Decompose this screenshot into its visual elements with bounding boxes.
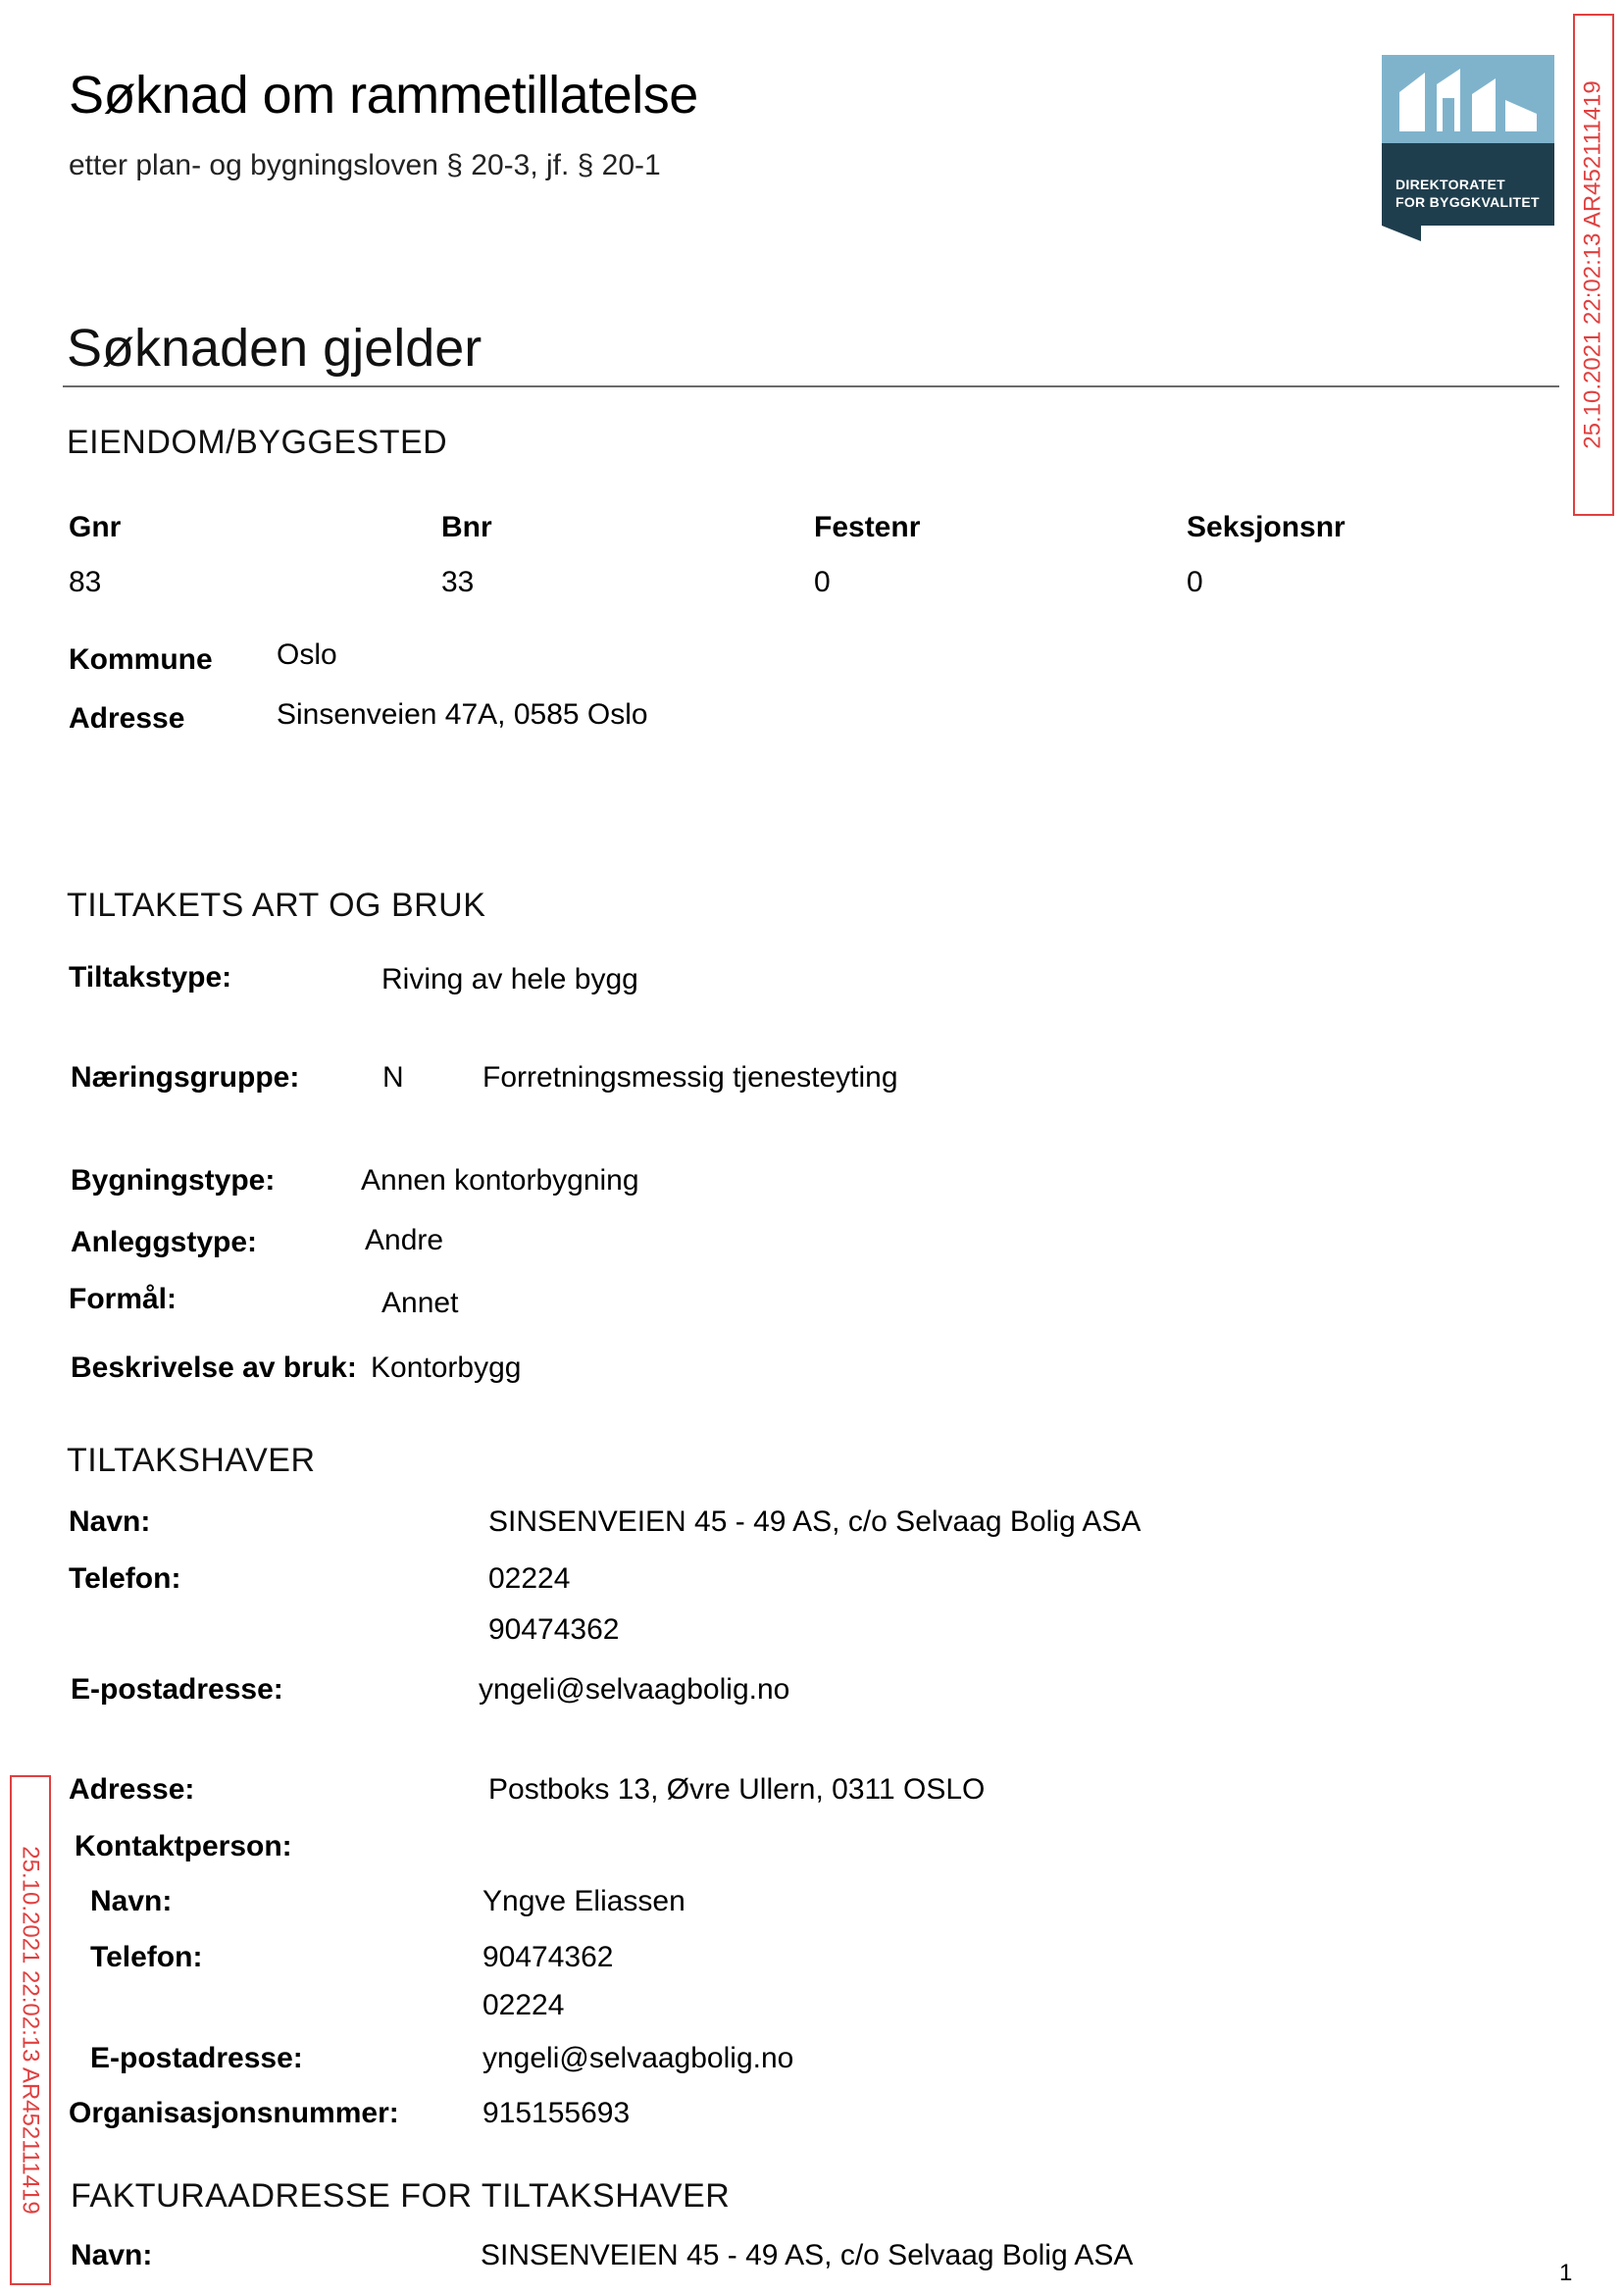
tiltakshaver-telefon1: 02224: [488, 1562, 571, 1595]
tiltakshaver-adresse-value: Postboks 13, Øvre Ullern, 0311 OSLO: [488, 1773, 986, 1806]
section-heading-faktura: FAKTURAADRESSE FOR TILTAKSHAVER: [71, 2177, 731, 2215]
anleggstype-label: Anleggstype:: [71, 1226, 258, 1258]
tiltakshaver-telefon-label: Telefon:: [69, 1562, 181, 1595]
col-label-seksjonsnr: Seksjonsnr: [1187, 511, 1345, 543]
kommune-value: Oslo: [277, 638, 337, 671]
kontakt-epost-label: E-postadresse:: [90, 2042, 303, 2074]
kontakt-navn-label: Navn:: [90, 1885, 173, 1917]
col-label-festenr: Festenr: [814, 511, 921, 543]
naeringsgruppe-label: Næringsgruppe:: [71, 1061, 300, 1094]
col-label-gnr: Gnr: [69, 511, 122, 543]
kontakt-telefon1: 90474362: [482, 1941, 614, 1973]
anleggstype-value: Andre: [365, 1224, 444, 1256]
tiltakshaver-navn-value: SINSENVEIEN 45 - 49 AS, c/o Selvaag Bolig ASA: [488, 1505, 1142, 1538]
bygningstype-label: Bygningstype:: [71, 1164, 276, 1197]
formaal-label: Formål:: [69, 1283, 178, 1315]
main-heading: Søknaden gjelder: [67, 319, 482, 378]
tiltakstype-label: Tiltakstype:: [69, 961, 232, 994]
orgnr-label: Organisasjonsnummer:: [69, 2097, 399, 2129]
naeringsgruppe-value: Forretningsmessig tjenesteyting: [482, 1061, 898, 1094]
section-heading-eiendom: EIENDOM/BYGGESTED: [67, 424, 448, 461]
document-title: Søknad om rammetillatelse: [69, 66, 698, 125]
festenr-value: 0: [814, 566, 831, 598]
kontakt-navn-value: Yngve Eliassen: [482, 1885, 685, 1917]
page-number: 1: [1559, 2260, 1573, 2286]
section-heading-tiltak: TILTAKETS ART OG BRUK: [67, 887, 486, 924]
kontakt-epost-value: yngeli@selvaagbolig.no: [482, 2042, 794, 2074]
orgnr-value: 915155693: [482, 2097, 631, 2129]
stamp-text: 25.10.2021 22:02:13 AR452111419: [18, 1846, 44, 2215]
dibk-logo: [1382, 55, 1554, 241]
document-subtitle: etter plan- og bygningsloven § 20-3, jf. § 20-1: [69, 149, 661, 181]
tiltakstype-value: Riving av hele bygg: [381, 963, 638, 995]
adresse-value: Sinsenveien 47A, 0585 Oslo: [277, 698, 648, 731]
logo-text-line2: FOR BYGGKVALITET: [1396, 194, 1540, 210]
bnr-value: 33: [441, 566, 475, 598]
heading-rule: [63, 385, 1559, 387]
kontakt-telefon-label: Telefon:: [90, 1941, 203, 1973]
date-stamp-right: [1573, 14, 1614, 516]
gnr-value: 83: [69, 566, 102, 598]
seksjonsnr-value: 0: [1187, 566, 1203, 598]
naeringsgruppe-code: N: [382, 1061, 404, 1094]
formaal-value: Annet: [381, 1287, 459, 1319]
logo-text-line1: DIREKTORATET: [1396, 177, 1505, 192]
beskrivelse-value: Kontorbygg: [371, 1351, 522, 1384]
date-stamp-left: [10, 1775, 51, 2285]
faktura-navn-value: SINSENVEIEN 45 - 49 AS, c/o Selvaag Bolig ASA: [481, 2239, 1134, 2271]
tiltakshaver-epost-label: E-postadresse:: [71, 1673, 283, 1706]
col-label-bnr: Bnr: [441, 511, 492, 543]
beskrivelse-label: Beskrivelse av bruk:: [71, 1351, 357, 1384]
kommune-label: Kommune: [69, 643, 213, 676]
tiltakshaver-adresse-label: Adresse:: [69, 1773, 195, 1806]
faktura-navn-label: Navn:: [71, 2239, 153, 2271]
tiltakshaver-telefon2: 90474362: [488, 1613, 620, 1646]
tiltakshaver-epost-value: yngeli@selvaagbolig.no: [479, 1673, 790, 1706]
adresse-label: Adresse: [69, 702, 185, 735]
kontaktperson-label: Kontaktperson:: [75, 1830, 292, 1862]
bygningstype-value: Annen kontorbygning: [361, 1164, 639, 1197]
stamp-text: 25.10.2021 22:02:13 AR452111419: [1580, 80, 1606, 449]
kontakt-telefon2: 02224: [482, 1989, 565, 2021]
dibk-logo-graphic: [1382, 55, 1554, 241]
tiltakshaver-navn-label: Navn:: [69, 1505, 151, 1538]
section-heading-tiltakshaver: TILTAKSHAVER: [67, 1442, 316, 1479]
